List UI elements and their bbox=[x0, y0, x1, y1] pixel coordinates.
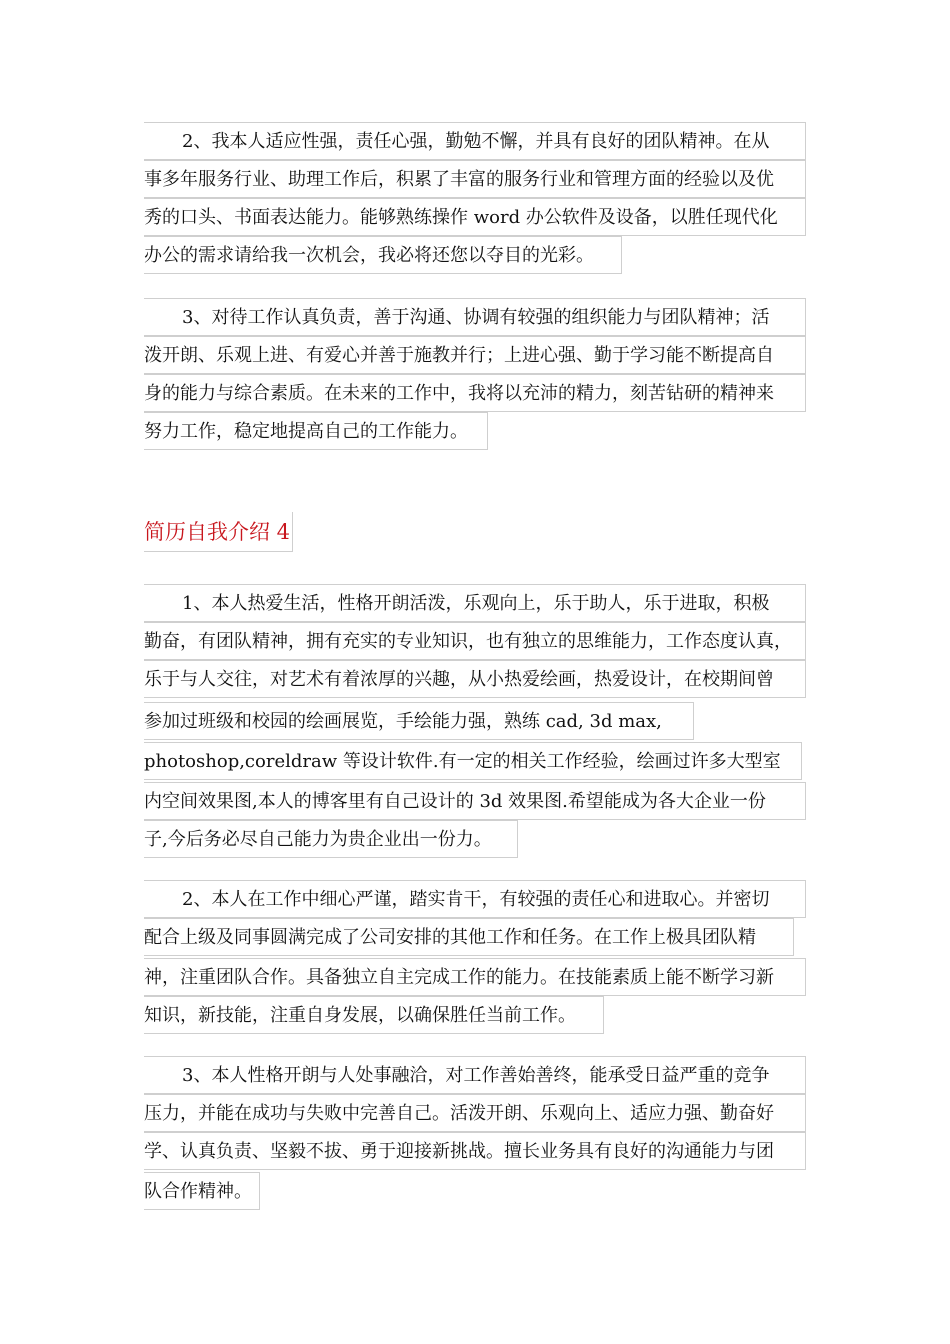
paragraph-line: 努力工作，稳定地提高自己的工作能力。 bbox=[144, 412, 488, 450]
paragraph-line: 子,今后务必尽自己能力为贵企业出一份力。 bbox=[144, 820, 518, 858]
paragraph-line: 勤奋，有团队精神，拥有充实的专业知识，也有独立的思维能力，工作态度认真， bbox=[144, 622, 806, 660]
paragraph-line: 神，注重团队合作。具备独立自主完成工作的能力。在技能素质上能不断学习新 bbox=[144, 958, 806, 996]
paragraph-line: 秀的口头、书面表达能力。能够熟练操作 word 办公软件及设备，以胜任现代化 bbox=[144, 198, 806, 236]
paragraph-line: 学、认真负责、坚毅不拔、勇于迎接新挑战。擅长业务具有良好的沟通能力与团 bbox=[144, 1132, 806, 1170]
paragraph-line: 1、本人热爱生活，性格开朗活泼，乐观向上，乐于助人，乐于进取，积极 bbox=[144, 584, 806, 622]
paragraph-line: 知识，新技能，注重自身发展，以确保胜任当前工作。 bbox=[144, 996, 604, 1034]
paragraph-line: 乐于与人交往，对艺术有着浓厚的兴趣，从小热爱绘画，热爱设计，在校期间曾 bbox=[144, 660, 806, 698]
paragraph-line: 3、本人性格开朗与人处事融洽，对工作善始善终，能承受日益严重的竞争 bbox=[144, 1056, 806, 1094]
paragraph-line: 内空间效果图,本人的博客里有自己设计的 3d 效果图.希望能成为各大企业一份 bbox=[144, 782, 806, 820]
paragraph-line: 2、我本人适应性强，责任心强，勤勉不懈，并具有良好的团队精神。在从 bbox=[144, 122, 806, 160]
paragraph-line: 配合上级及同事圆满完成了公司安排的其他工作和任务。在工作上极具团队精 bbox=[144, 918, 794, 956]
paragraph-line: 参加过班级和校园的绘画展览，手绘能力强，熟练 cad, 3d max, bbox=[144, 702, 694, 740]
paragraph-line: 2、本人在工作中细心严谨，踏实肯干，有较强的责任心和进取心。并密切 bbox=[144, 880, 806, 918]
paragraph-line: 队合作精神。 bbox=[144, 1172, 260, 1210]
paragraph-line: 事多年服务行业、助理工作后，积累了丰富的服务行业和管理方面的经验以及优 bbox=[144, 160, 806, 198]
paragraph-line: photoshop,coreldraw 等设计软件.有一定的相关工作经验，绘画过许多大型室 bbox=[144, 742, 802, 780]
paragraph-line: 身的能力与综合素质。在未来的工作中，我将以充沛的精力，刻苦钻研的精神来 bbox=[144, 374, 806, 412]
paragraph-line: 压力，并能在成功与失败中完善自己。活泼开朗、乐观向上、适应力强、勤奋好 bbox=[144, 1094, 806, 1132]
paragraph-line: 泼开朗、乐观上进、有爱心并善于施教并行；上进心强、勤于学习能不断提高自 bbox=[144, 336, 806, 374]
paragraph-line: 3、对待工作认真负责，善于沟通、协调有较强的组织能力与团队精神；活 bbox=[144, 298, 806, 336]
section-heading: 简历自我介绍 4 bbox=[144, 512, 293, 552]
paragraph-line: 办公的需求请给我一次机会，我必将还您以夺目的光彩。 bbox=[144, 236, 622, 274]
